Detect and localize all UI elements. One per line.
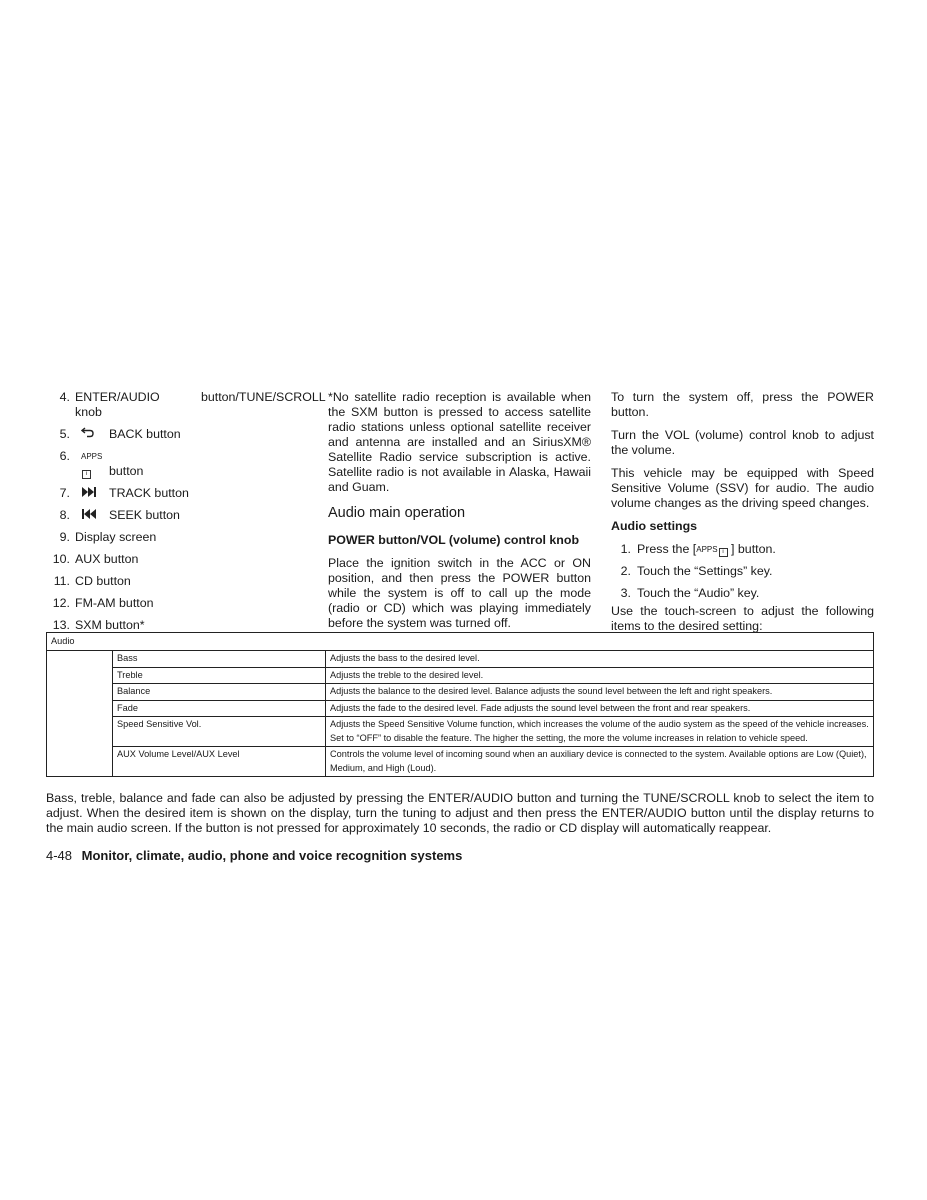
step-item: 3. Touch the “Audio” key. [620, 586, 760, 600]
control-list [46, 390, 326, 640]
item-number: 4. [59, 390, 70, 404]
power-vol-body: Place the ignition switch in the ACC or ON position, and then press the POWER button while the system is off to call up the mode (radio or CD) which was playing immediately before the system was turned off. [328, 556, 591, 630]
section-title: Audio main operation [328, 505, 466, 521]
track-forward-icon [75, 486, 109, 501]
setting-name: Treble [112, 668, 326, 684]
item-number: 13. [52, 618, 70, 632]
audio-operation-column [328, 390, 591, 639]
adjust-note: Bass, treble, balance and fade can also be adjusted by pressing the ENTER/AUDIO button and turning the TUNE/SCROLL knob to select the item to adjust. When the desired item is shown on the display, turn the tuning to adjust and then press the ENTER/AUDIO button until the display returns to the main audio screen. If the button is not pressed for approximately 10 seconds, the radio or CD display will automatically reappear. [46, 791, 874, 836]
item-number: 12. [52, 596, 70, 610]
table-row [112, 747, 873, 776]
list-item [46, 552, 310, 567]
setting-desc: Adjusts the fade to the desired level. Fade adjusts the sound level between the front and rear speakers. [330, 702, 751, 713]
page-footer [46, 847, 462, 864]
item-number: 8. [59, 508, 70, 522]
table-row [112, 684, 873, 701]
item-number: 6. [59, 449, 70, 463]
list-item [46, 618, 310, 633]
list-item [46, 508, 310, 523]
ssv-text: This vehicle may be equipped with Speed Sensitive Volume (SSV) for audio. The audio volume changes as the driving speed changes. [611, 466, 874, 510]
item-number: 11. [53, 574, 70, 588]
step-item: 1. Press the [APPS i ] button. [620, 542, 776, 556]
item-text: SXM button* [75, 618, 145, 632]
item-text: ENTER/AUDIO button/TUNE/SCROLL knob [75, 390, 326, 419]
item-text: TRACK button [109, 486, 189, 500]
audio-settings-heading: Audio settings [611, 519, 698, 533]
list-item [46, 574, 310, 589]
list-item [46, 530, 310, 545]
table-row [112, 717, 873, 747]
audio-settings-table [46, 632, 874, 777]
audio-settings-column [611, 390, 874, 642]
item-text: AUX button [75, 552, 139, 566]
setting-name: Speed Sensitive Vol. [112, 717, 326, 746]
setting-name: Bass [112, 651, 326, 667]
item-number: 9. [59, 530, 70, 544]
setting-desc: Adjusts the bass to the desired level. [330, 653, 480, 663]
setting-desc: Adjusts the Speed Sensitive Volume function, which increases the volume of the audio system as the speed of the vehicle increases. Set to “OFF” to disable the feature. The higher the setting, the more the volume increases in relation to vehicle speed. [330, 719, 869, 743]
setting-desc: Adjusts the treble to the desired level. [330, 669, 484, 680]
table-header: Audio [47, 633, 873, 651]
list-item [46, 390, 326, 420]
item-text: Display screen [75, 530, 157, 544]
list-item [46, 486, 310, 501]
table-row [112, 701, 873, 718]
list-item [46, 427, 310, 442]
item-text: SEEK button [109, 508, 180, 522]
setting-desc: Adjusts the balance to the desired level. Balance adjusts the sound level between the left and right speakers. [330, 686, 773, 696]
back-arrow-icon [75, 427, 109, 442]
apps-icon: APPSi [81, 452, 103, 477]
apps-icon: APPS i [696, 545, 727, 554]
volume-text: Turn the VOL (volume) control knob to adjust the volume. [611, 428, 874, 457]
list-item [46, 449, 310, 479]
satellite-note: *No satellite radio reception is available when the SXM button is pressed to access satellite radio stations unless optional satellite receiver and antenna are installed and an SiriusXM® Satellite Radio service subscription is active. Satellite radio is not available in Alaska, Hawaii and Guam. [328, 390, 591, 494]
seek-back-icon [75, 508, 109, 523]
item-number: 7. [59, 486, 70, 500]
touch-screen-text: Use the touch-screen to adjust the following items to the desired setting: [611, 604, 874, 633]
power-off-text: To turn the system off, press the POWER button. [611, 390, 874, 419]
item-number: 10. [52, 552, 70, 566]
chapter-title: Monitor, climate, audio, phone and voice recognition systems [81, 848, 463, 863]
list-item [46, 596, 310, 611]
item-text: CD button [75, 574, 131, 588]
item-text: button [109, 464, 144, 478]
page-number: 4-48 [46, 848, 73, 863]
setting-name: Balance [112, 684, 326, 700]
setting-desc: Controls the volume level of incoming sound when an auxiliary device is connected to the system. Available options are Low (Quiet), Medium, and High (Loud). [330, 749, 867, 773]
setting-name: AUX Volume Level/AUX Level [112, 747, 326, 776]
item-number: 5. [59, 427, 70, 441]
table-row [112, 651, 873, 668]
power-vol-heading: POWER button/VOL (volume) control knob [328, 533, 580, 547]
item-text: BACK button [109, 427, 181, 441]
item-text: FM-AM button [75, 596, 154, 610]
step-item: 2. Touch the “Settings” key. [620, 564, 773, 578]
table-row [112, 668, 873, 685]
setting-name: Fade [112, 701, 326, 717]
